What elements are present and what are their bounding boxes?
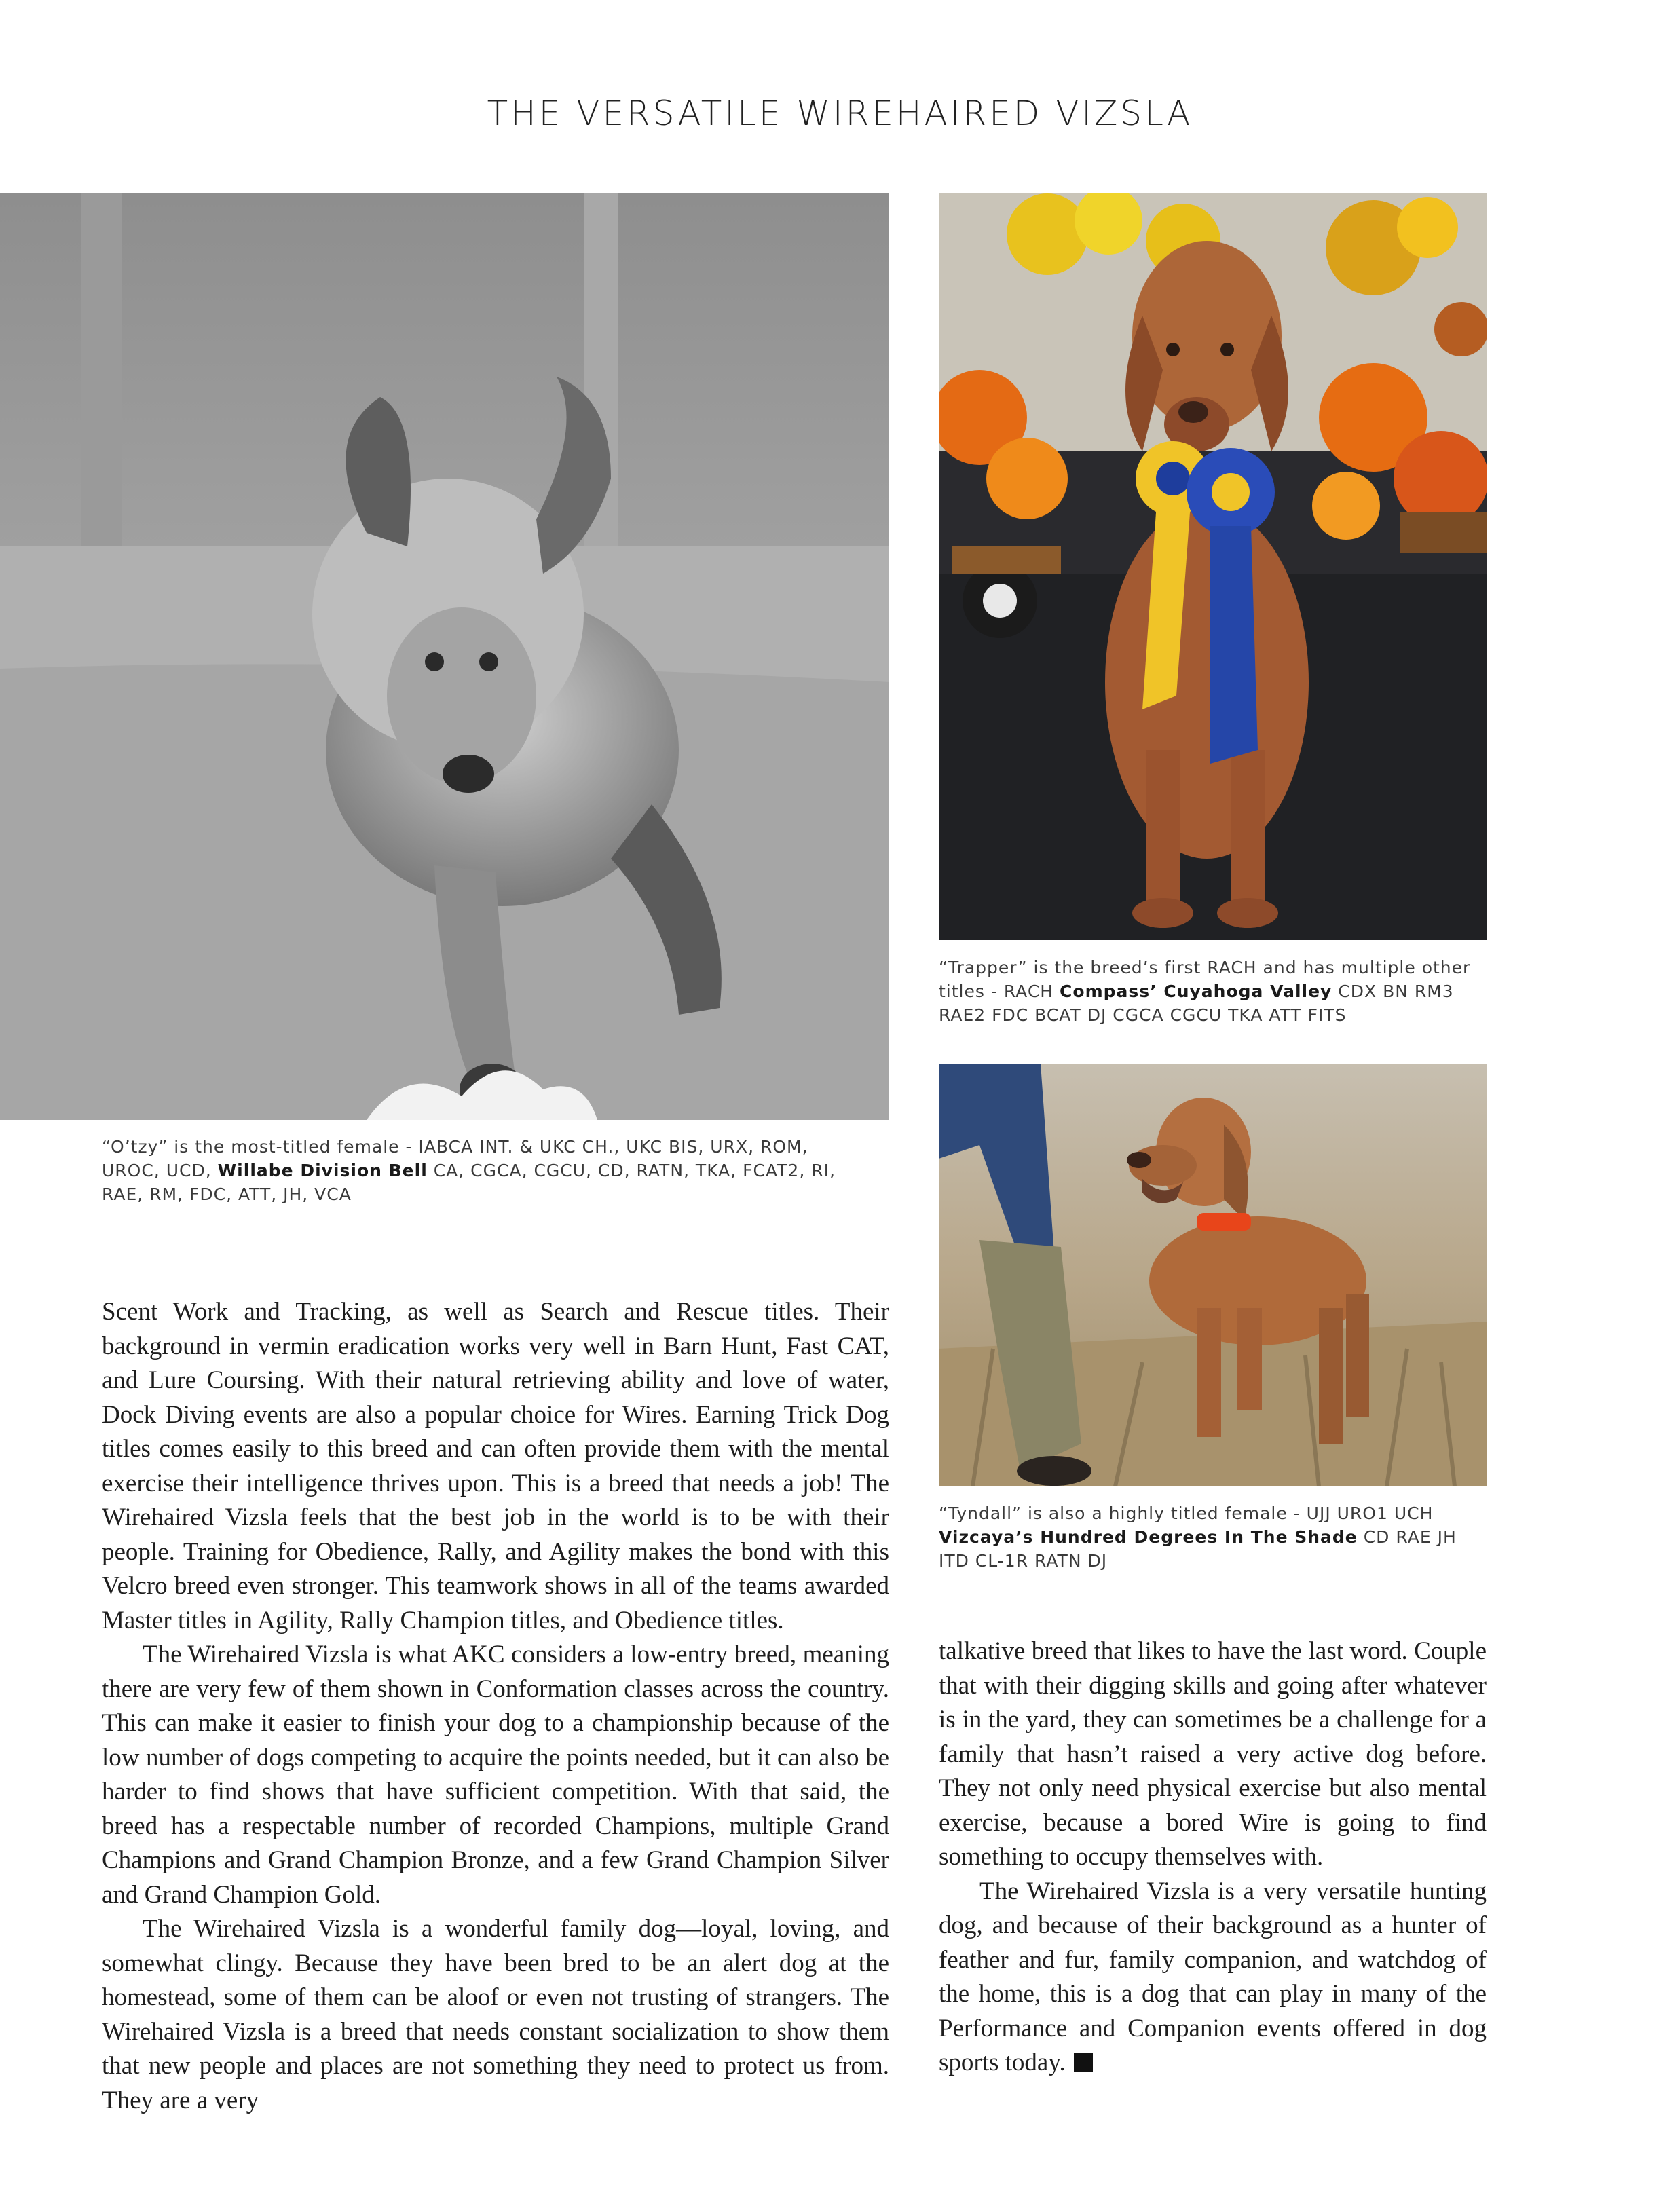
dog-registered-name: Compass’ Cuyahoga Valley [1060,981,1332,1001]
body-paragraph: talkative breed that likes to have the last word. Couple that with their digging skills and going after whatever is in the yard, they can sometimes be a challenge for a family that hasn’t raised a very active dog before. They not only need physical exercise but also mental exercise, because a bored Wire is going to find something to occupy themselves with. [939,1637,1487,1871]
body-paragraph: The Wirehaired Vizsla is what AKC considers a low-entry breed, meaning there are very few of them shown in Conformation classes across the country. This can make it easier to finish your dog to a championship because of the low number of dogs competing to acquire the points needed, but it can also be harder to find shows that have sufficient competition. With that said, the breed has a respectable number of recorded Champions, multiple Grand Champions and Grand Champion Bronze, and a few Grand Champion Silver and Grand Champion Gold. [102,1641,889,1909]
body-column-right [939,1634,1487,2080]
photo-caption-trapper [939,956,1487,1027]
dog-registered-name: Vizcaya’s Hundred Degrees In The Shade [939,1527,1358,1547]
dog-in-field-photo [939,1064,1487,1486]
body-paragraph-final [939,1875,1487,2080]
body-paragraph: The Wirehaired Vizsla is a wonderful family dog—loyal, loving, and somewhat clingy. Because they have been bred to be an alert dog at the homestead, some of them can be aloof or even not trusting of strangers. The Wirehaired Vizsla is a breed that needs constant socialization to show them that new people and places are not something they need to protect us from. They are a very [102,1915,889,2114]
running-dog-bw-photo [0,193,889,1120]
page-title: THE VERSATILE WIREHAIRED VIZSLA [487,94,1193,133]
dog-with-ribbon-photo [939,193,1487,940]
photo-caption-otzy [102,1135,869,1206]
body-column-left [102,1295,889,2118]
caption-text: “Trapper” is the breed’s first RACH and has multiple other titles - RACH [939,958,1471,1001]
body-paragraph: Scent Work and Tracking, as well as Search and Rescue titles. Their background in vermin eradication works very well in Barn Hunt, Fast CAT, and Lure Coursing. With their natural retrieving ability and love of water, Dock Diving events are also a popular choice for Wires. Earning Trick Dog titles comes easily to this breed and can often provide them with the mental exercise their intelligence thrives upon. This is a breed that needs a job! The Wirehaired Vizsla feels that the best job in the world is to be with their people. Training for Obedience, Rally, and Agility makes the bond with this Velcro breed even stronger. This teamwork shows in all of the teams awarded Master titles in Agility, Rally Champion titles, and Obedience titles. [102,1298,889,1634]
caption-text: CA, CGCA, CGCU, CD, RATN, TKA, FCAT2, RI, RAE, RM, FDC, ATT, JH, VCA [102,1161,836,1204]
dog-registered-name: Willabe Division Bell [217,1161,428,1180]
caption-text: CD RAE JH ITD CL-1R RATN DJ [939,1527,1457,1571]
caption-text: “Tyndall” is also a highly titled female - UJJ URO1 UCH [939,1503,1434,1523]
photo-caption-tyndall [939,1501,1487,1573]
end-of-article-square-icon [1074,2053,1093,2072]
caption-text: CDX BN RM3 RAE2 FDC BCAT DJ CGCA CGCU TKA ATT FITS [939,981,1454,1025]
body-paragraph-text: The Wirehaired Vizsla is a very versatile hunting dog, and because of their background as a hunter of feather and fur, family companion, and watchdog of the home, this is a dog that can play in many of the Performance and Companion events offered in dog sports today. [939,1877,1487,2076]
caption-text: “O’tzy” is the most-titled female - IABCA INT. & UKC CH., UKC BIS, URX, ROM, UROC, UCD, [102,1137,808,1180]
